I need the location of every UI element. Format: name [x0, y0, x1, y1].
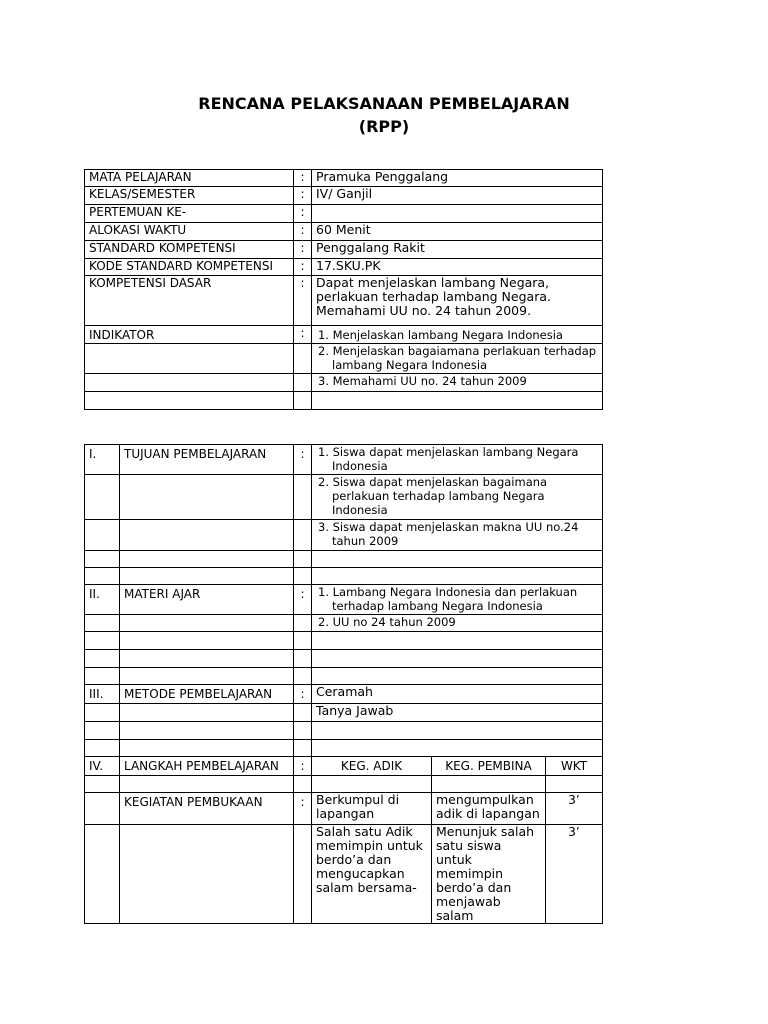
field-value: [312, 205, 603, 223]
field-label: PERTEMUAN KE-: [85, 205, 294, 223]
section-label: LANGKAH PEMBELAJARAN: [120, 757, 294, 776]
colon-separator: :: [294, 205, 312, 223]
colon-separator: :: [294, 259, 312, 276]
column-header-keg-adik: KEG. ADIK: [312, 757, 432, 776]
table-row: [85, 276, 603, 326]
field-label: KODE STANDARD KOMPETENSI: [85, 259, 294, 276]
table-row: [85, 650, 603, 668]
lesson-plan-table: [84, 444, 603, 924]
table-row: [85, 475, 603, 520]
table-row: [85, 392, 603, 410]
objective-item: 1. Siswa dapat menjelaskan lambang Negara Indonesia: [318, 445, 579, 473]
table-row: [85, 374, 603, 392]
indicator-item: 2. Menjelaskan bagaiamana perlakuan terhadap lambang Negara Indonesia: [318, 344, 597, 372]
colon-separator: :: [294, 445, 312, 475]
document-subtitle: (RPP): [358, 117, 410, 136]
field-value: Dapat menjelaskan lambang Negara, perlakuan terhadap lambang Negara. Memahami UU no. 24 tahun 2009.: [312, 276, 603, 326]
field-value: IV/ Ganjil: [312, 187, 603, 205]
table-row: [85, 326, 603, 344]
section-number: III.: [85, 685, 120, 704]
field-value: Pramuka Penggalang: [312, 170, 603, 187]
table-row: [85, 520, 603, 551]
method-item: Ceramah: [312, 685, 603, 704]
field-value: Penggalang Rakit: [312, 241, 603, 259]
table-row: [85, 170, 603, 187]
material-item: 2. UU no 24 tahun 2009: [318, 615, 456, 629]
section-number: II.: [85, 585, 120, 615]
student-activity: Salah satu Adik memimpin untuk berdo’a dan mengucapkan salam bersama-: [312, 825, 432, 924]
table-row: [85, 722, 603, 740]
method-item: Tanya Jawab: [312, 704, 603, 722]
colon-separator: :: [294, 223, 312, 241]
column-header-keg-pembina: KEG. PEMBINA: [432, 757, 546, 776]
student-activity: Berkumpul di lapangan: [312, 793, 432, 825]
activity-label: KEGIATAN PEMBUKAAN: [120, 793, 294, 825]
field-label: KOMPETENSI DASAR: [85, 276, 294, 326]
table-row: [85, 685, 603, 704]
indicator-item: 1. Menjelaskan lambang Negara Indonesia: [318, 328, 563, 342]
colon-separator: :: [294, 757, 312, 776]
section-number: I.: [85, 445, 120, 475]
field-label: ALOKASI WAKTU: [85, 223, 294, 241]
table-row: [85, 585, 603, 615]
table-row: [85, 344, 603, 374]
field-label: KELAS/SEMESTER: [85, 187, 294, 205]
table-row: [85, 445, 603, 475]
table-row: [85, 241, 603, 259]
section-label: MATERI AJAR: [120, 585, 294, 615]
colon-separator: :: [294, 187, 312, 205]
indicator-item: 3. Memahami UU no. 24 tahun 2009: [318, 374, 527, 388]
objective-item: 3. Siswa dapat menjelaskan makna UU no.24 tahun 2009: [318, 520, 579, 548]
table-row: [85, 551, 603, 568]
section-label: METODE PEMBELAJARAN: [120, 685, 294, 704]
identity-table: [84, 169, 603, 410]
table-row: [85, 187, 603, 205]
table-row: [85, 757, 603, 776]
field-label: INDIKATOR: [85, 326, 294, 344]
field-label: MATA PELAJARAN: [85, 170, 294, 187]
field-label: STANDARD KOMPETENSI: [85, 241, 294, 259]
table-row: [85, 223, 603, 241]
section-label: TUJUAN PEMBELAJARAN: [120, 445, 294, 475]
table-row: [85, 793, 603, 825]
table-row: [85, 632, 603, 650]
colon-separator: :: [294, 170, 312, 187]
colon-separator: :: [294, 685, 312, 704]
section-number: IV.: [85, 757, 120, 776]
table-row: [85, 259, 603, 276]
table-row: [85, 740, 603, 757]
activity-time: 3’: [546, 793, 603, 825]
table-row: [85, 776, 603, 793]
field-value: 17.SKU.PK: [312, 259, 603, 276]
colon-separator: :: [294, 326, 312, 344]
colon-separator: :: [294, 276, 312, 326]
colon-separator: :: [294, 241, 312, 259]
table-row: [85, 825, 603, 924]
teacher-activity: Menunjuk salah satu siswa untuk memimpin berdo’a dan menjawab salam: [432, 825, 546, 924]
colon-separator: :: [294, 793, 312, 825]
table-row: [85, 205, 603, 223]
column-header-wkt: WKT: [546, 757, 603, 776]
table-row: [85, 704, 603, 722]
field-value: 60 Menit: [312, 223, 603, 241]
objective-item: 2. Siswa dapat menjelaskan bagaimana perlakuan terhadap lambang Negara Indonesia: [318, 475, 548, 517]
table-row: [85, 568, 603, 585]
colon-separator: :: [294, 585, 312, 615]
material-item: 1. Lambang Negara Indonesia dan perlakuan terhadap lambang Negara Indonesia: [318, 585, 578, 613]
activity-time: 3’: [546, 825, 603, 924]
table-row: [85, 668, 603, 685]
table-row: [85, 615, 603, 632]
document-title: RENCANA PELAKSANAAN PEMBELAJARAN: [198, 94, 570, 113]
teacher-activity: mengumpulkan adik di lapangan: [432, 793, 546, 825]
